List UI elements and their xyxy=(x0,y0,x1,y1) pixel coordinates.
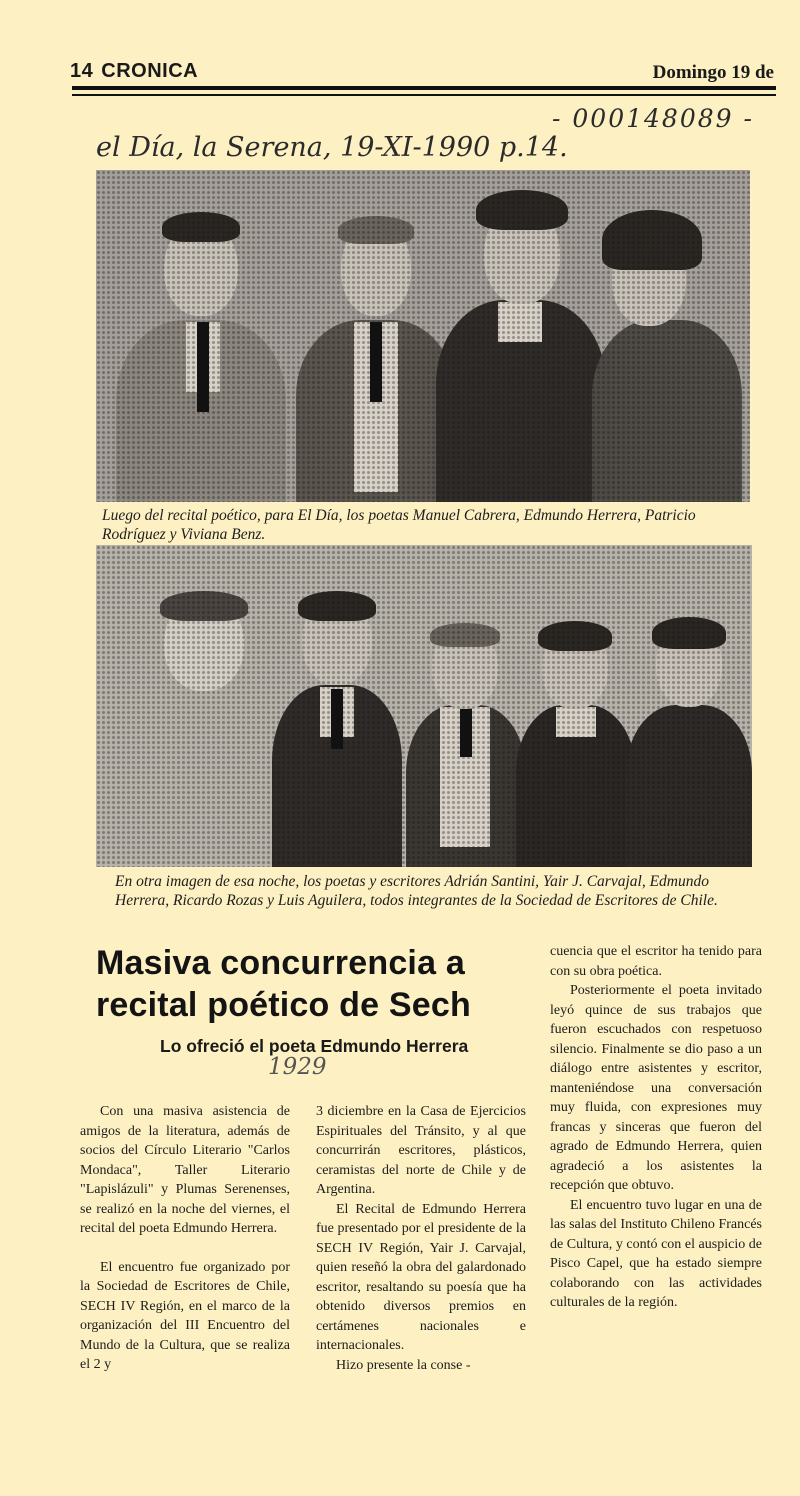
header-rule-thin xyxy=(72,94,776,96)
article-headline: Masiva concurrencia a recital poético de Sech xyxy=(96,944,471,1024)
article-paragraph: El Recital de Edmundo Herrera fue presentado por el presidente de la SECH IV Región, Yair J. Carvajal, quien reseñó la obra del galardonado escritor, resaltando su poesía que ha obtenido diversos premios en certámenes nacionales e internacionales. xyxy=(316,1201,526,1353)
photo-caption-1: Luego del recital poético, para El Día, los poetas Manuel Cabrera, Edmundo Herrera, Patricio Rodríguez y Viviana Benz. xyxy=(102,507,696,543)
article-column-1 xyxy=(80,1102,290,1375)
handwritten-source-note: el Día, la Serena, 19-XI-1990 p.14. xyxy=(96,132,568,163)
article-paragraph: El encuentro fue organizado por la Sociedad de Escritores de Chile, SECH IV Región, en el marco de la organización del III Encuentro del Mundo de la Cultura, que se realiza el 2 y xyxy=(80,1259,290,1372)
article-column-3 xyxy=(550,942,762,1313)
article-paragraph: Con una masiva asistencia de amigos de la literatura, además de socios del Círculo Literario "Carlos Mondaca", Taller Literario "Lapislázuli" y Plumas Serenenses, se realizó en la noche del viernes, el recital del poeta Edmundo Herrera. xyxy=(80,1104,290,1236)
header-rule xyxy=(72,86,776,90)
handwritten-archive-code: - 000148089 - xyxy=(552,104,754,133)
article-paragraph: Posteriormente el poeta invitado leyó quince de sus trabajos que fueron escuchados con respetuoso silencio. Finalmente se dio paso a un diálogo entre asistentes y escritor, manteniéndose una conversación muy fluida, con expresiones muy francas y sinceras que fueron del agrado de Edmundo Herrera, quien agradeció a los asistentes la recepción que obtuvo. xyxy=(550,983,762,1193)
article-paragraph: 3 diciembre en la Casa de Ejercicios Espirituales del Tránsito, y al que concurrirán escritores, plásticos, ceramistas del norte de Chile y de Argentina. xyxy=(316,1104,526,1197)
section-name: CRONICA xyxy=(101,60,199,82)
article-paragraph: Hizo presente la conse - xyxy=(336,1357,471,1373)
page-header-date: Domingo 19 de xyxy=(652,62,774,83)
page-header-section xyxy=(70,60,198,83)
photo-poets-group-2 xyxy=(96,545,752,867)
article-column-2 xyxy=(316,1102,526,1375)
article-paragraph: cuencia que el escritor ha tenido para con su obra poética. xyxy=(550,944,762,979)
photo-caption-2: En otra imagen de esa noche, los poetas y escritores Adrián Santini, Yair J. Carvajal, Edmundo Herrera, Ricardo Rozas y Luis Aguilera, todos integrantes de la Sociedad de Escritores de Chile. xyxy=(115,873,718,909)
photo-poets-group-1 xyxy=(96,170,750,502)
page-number: 14 xyxy=(70,60,94,82)
handwritten-year-note: 1929 xyxy=(268,1054,327,1080)
article-subheadline: Lo ofreció el poeta Edmundo Herrera xyxy=(160,1036,469,1056)
article-paragraph: El encuentro tuvo lugar en una de las salas del Instituto Chileno Francés de Cultura, y contó con el auspicio de Pisco Capel, que ha estado siempre colaborando con las actividades culturales de la región. xyxy=(550,1197,762,1310)
